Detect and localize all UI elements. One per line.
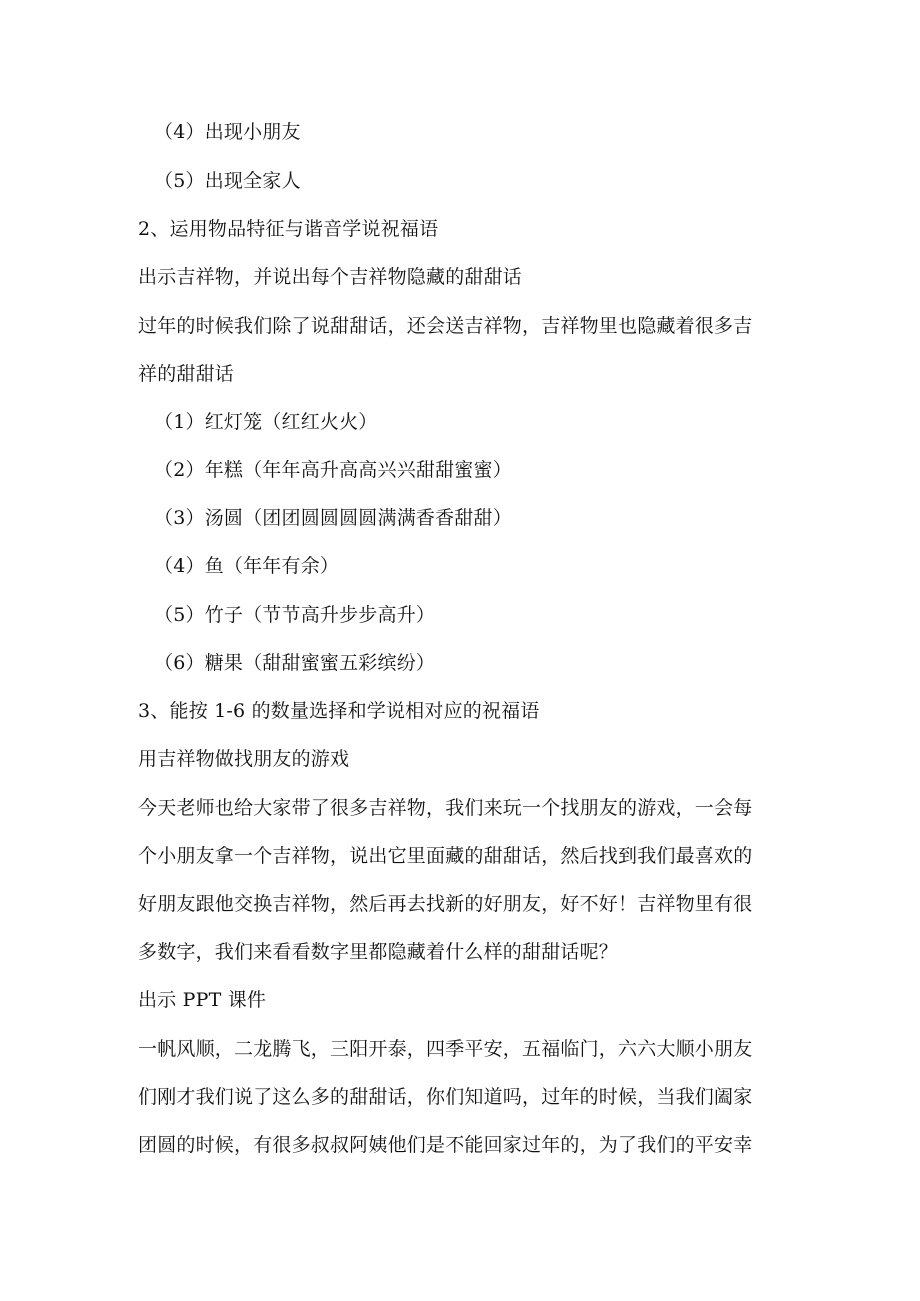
list-item-bamboo: （5）竹子（节节高升步步高升） [154,604,436,626]
paragraph-line: 们刚才我们说了这么多的甜甜话，你们知道吗，过年的时候，当我们阖家 [138,1086,753,1108]
paragraph-line: 好朋友跟他交换吉祥物，然后再去找新的好朋友，好不好！吉祥物里有很 [138,893,753,915]
section-heading-3: 3、能按 1-6 的数量选择和学说相对应的祝福语 [138,700,540,722]
paragraph-line: 祥的甜甜话 [138,363,235,385]
list-item-tangyuan: （3）汤圆（团团圆圆圆圆满满香香甜甜） [154,507,512,529]
paragraph-line: 今天老师也给大家带了很多吉祥物，我们来玩一个找朋友的游戏，一会每 [138,797,753,819]
paragraph-line: 团圆的时候，有很多叔叔阿姨他们是不能回家过年的，为了我们的平安幸 [138,1134,753,1156]
list-item-5-appear-family: （5）出现全家人 [154,170,301,192]
list-item-4-appear-children: （4）出现小朋友 [154,121,301,143]
paragraph-line: 多数字，我们来看看数字里都隐藏着什么样的甜甜话呢？ [138,941,619,963]
paragraph-line: 过年的时候我们除了说甜甜话，还会送吉祥物，吉祥物里也隐藏着很多吉 [138,315,753,337]
paragraph-game: 用吉祥物做找朋友的游戏 [138,748,350,770]
paragraph-ppt: 出示 PPT 课件 [138,989,267,1011]
paragraph-line: 一帆风顺，二龙腾飞，三阳开泰，四季平安，五福临门，六六大顺小朋友 [138,1038,753,1060]
list-item-rice-cake: （2）年糕（年年高升高高兴兴甜甜蜜蜜） [154,459,512,481]
paragraph-line: 个小朋友拿一个吉祥物，说出它里面藏的甜甜话，然后找到我们最喜欢的 [138,845,753,867]
list-item-lantern: （1）红灯笼（红红火火） [154,411,378,433]
list-item-fish: （4）鱼（年年有余） [154,555,340,577]
paragraph-show-mascots: 出示吉祥物，并说出每个吉祥物隐藏的甜甜话 [138,266,523,288]
section-heading-2: 2、运用物品特征与谐音学说祝福语 [138,218,439,240]
list-item-candy: （6）糖果（甜甜蜜蜜五彩缤纷） [154,652,436,674]
